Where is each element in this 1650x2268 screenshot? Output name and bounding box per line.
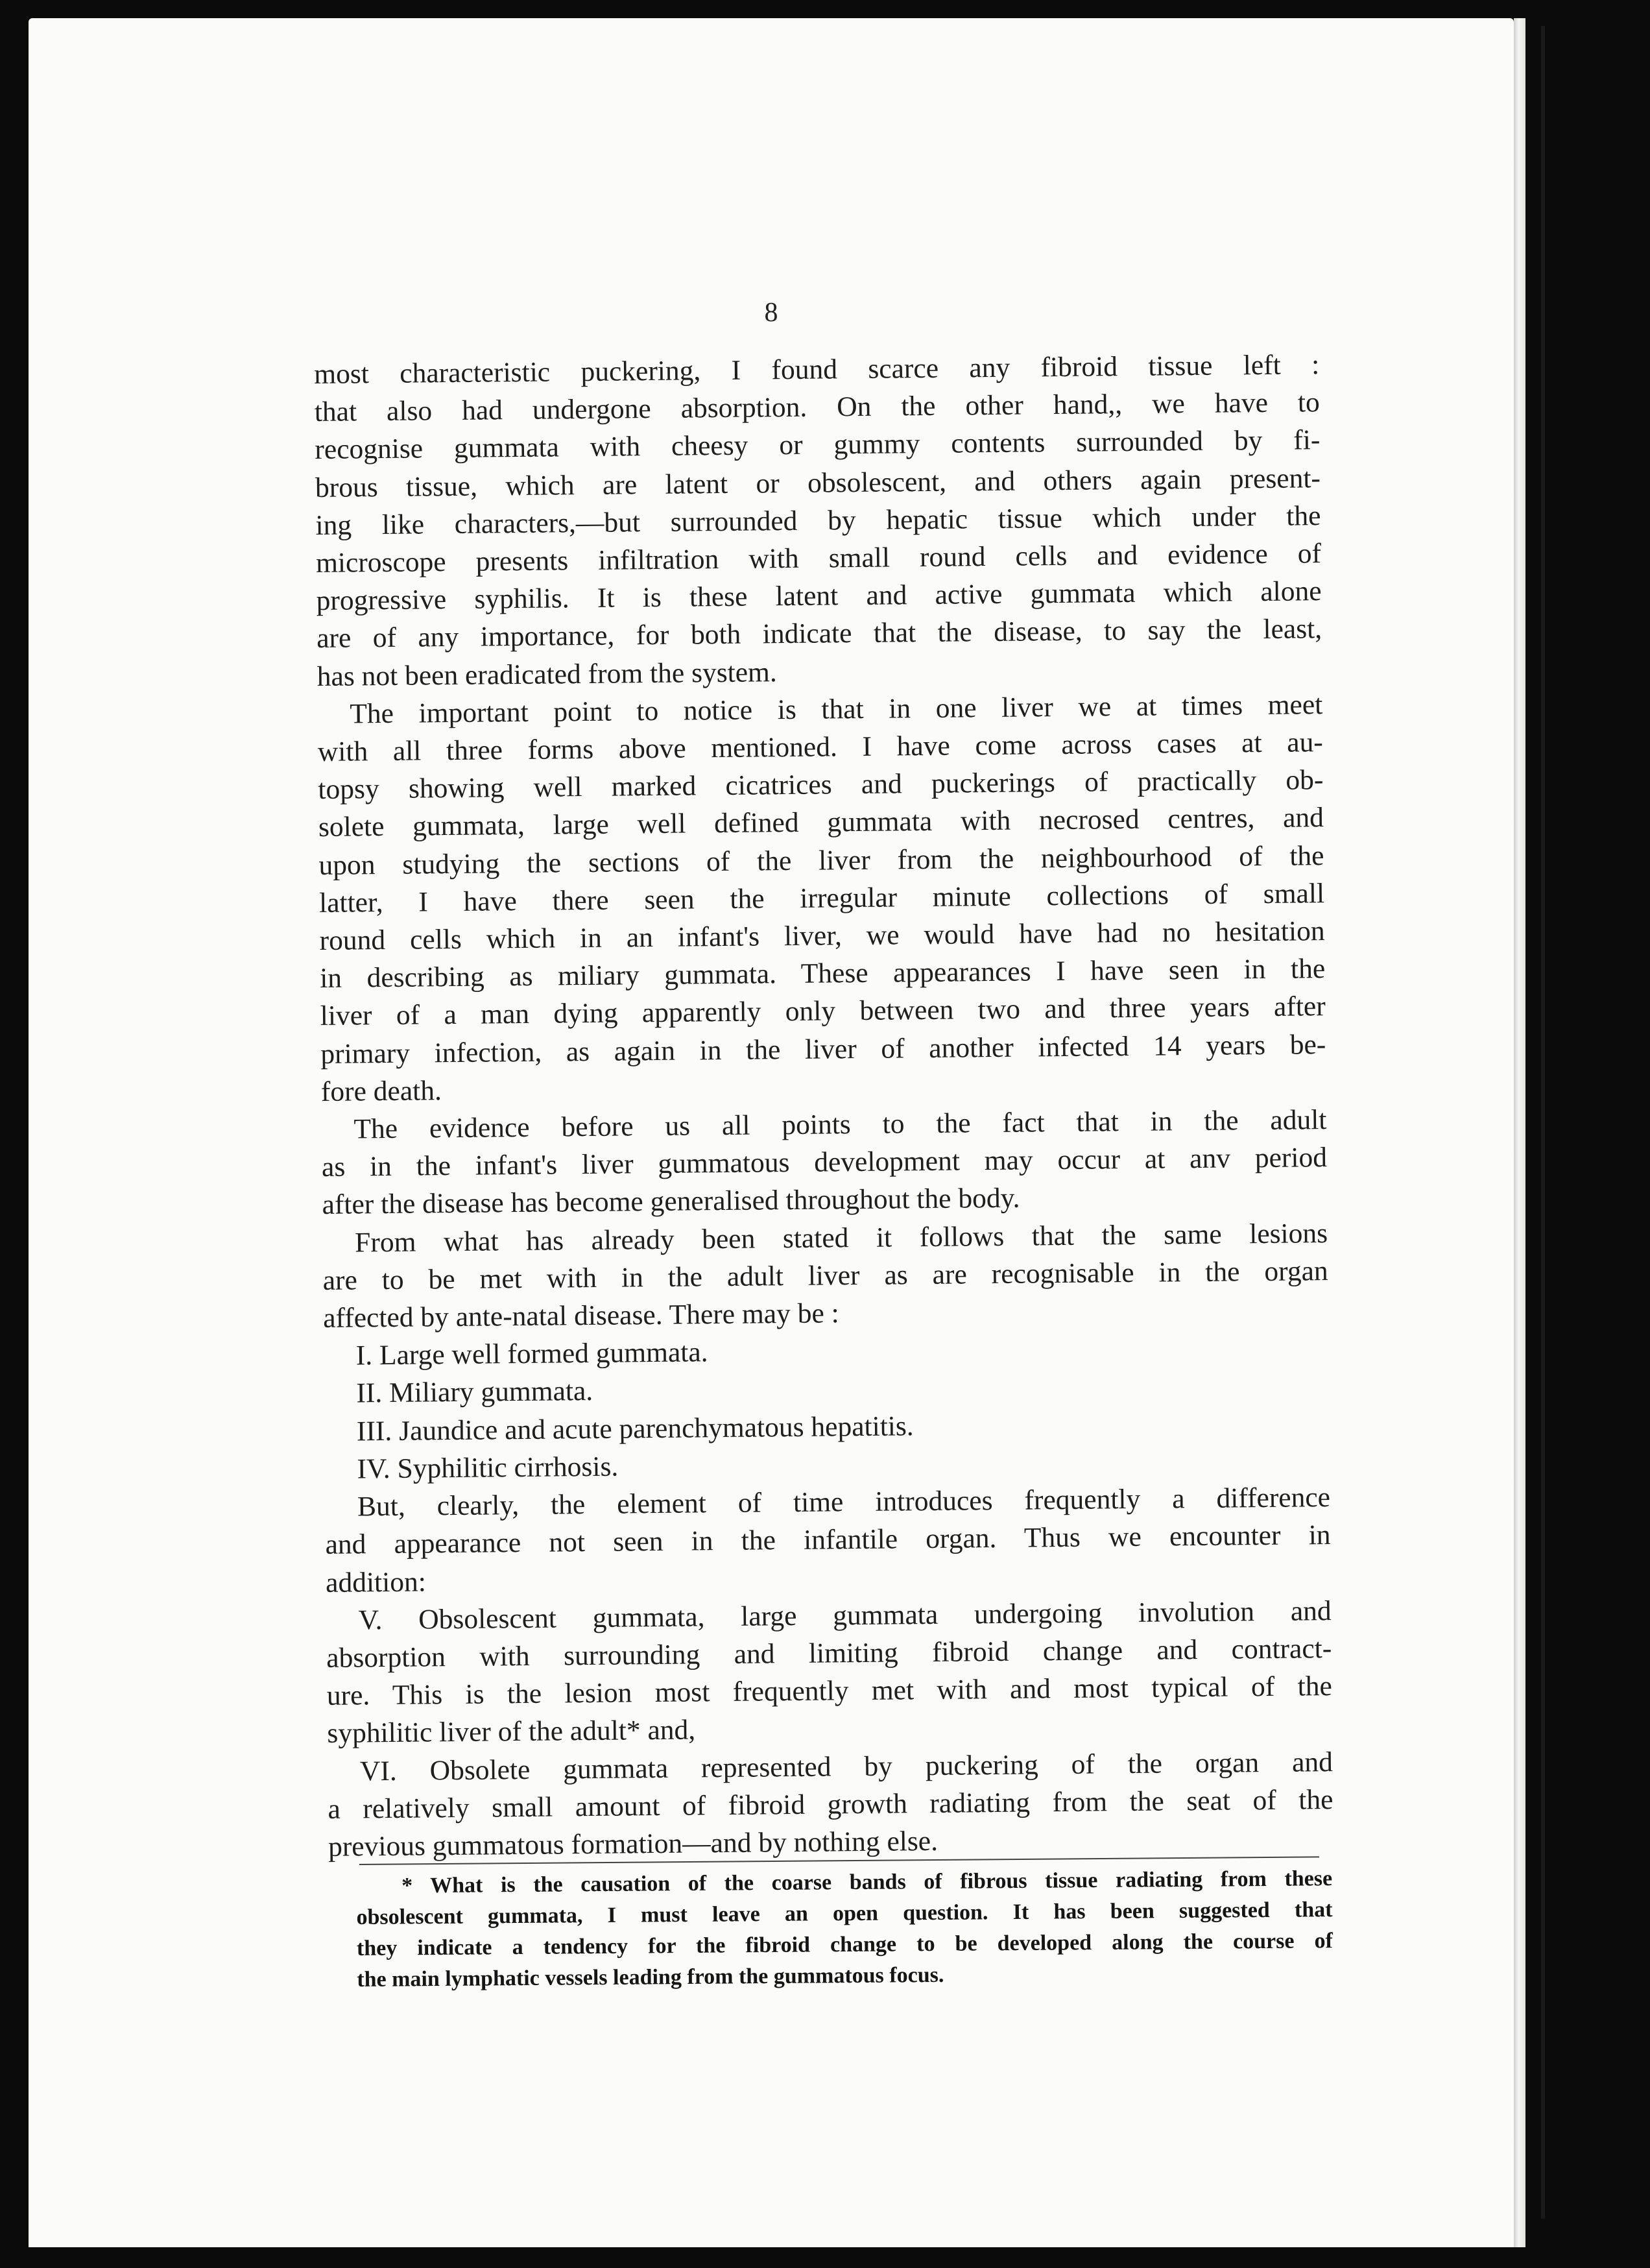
text-line: has not been eradicated from the system.: [317, 656, 777, 692]
text-line: latter, I have there seen the irregular minute collections of small: [318, 877, 1325, 919]
text-line: fore death.: [320, 1075, 442, 1107]
body-text: [314, 346, 1333, 1866]
text-line: ure. This is the lesion most frequently met with and most typical of the: [326, 1671, 1332, 1712]
text-line: ing like characters,—but surrounded by hepatic tissue which under the: [315, 500, 1321, 541]
text-line: III. Jaundice and acute parenchymatous hepatitis.: [356, 1410, 914, 1447]
footnote-line: obsolescent gummata, I must leave an open question. It has been suggested that: [356, 1898, 1333, 1929]
text-line: I. Large well formed gummata.: [355, 1336, 708, 1371]
text-line: primary infection, as again in the liver of another infected 14 years be-: [320, 1028, 1326, 1070]
text-line: But, clearly, the element of time introduces frequently a difference: [357, 1482, 1331, 1523]
footnote-line: * What is the causation of the coarse bands of fibrous tissue radiating from these: [401, 1866, 1333, 1898]
text-line: in describing as miliary gummata. These appearances I have seen in the: [319, 953, 1326, 995]
text-line: The evidence before us all points to the fact that in the adult: [353, 1104, 1327, 1145]
text-line: recognise gummata with cheesy or gummy contents surrounded by fi-: [315, 424, 1321, 466]
list-item: [328, 1743, 1334, 1866]
text-line: previous gummatous formation—and by nothing else.: [328, 1825, 939, 1863]
text-line: absorption with surrounding and limiting fibroid change and contract-: [326, 1632, 1332, 1674]
text-line: brous tissue, which are latent or obsolescent, and others again present-: [315, 462, 1321, 503]
text-line: IV. Syphilitic cirrhosis.: [357, 1451, 619, 1485]
text-line: with all three forms above mentioned. I have come across cases at au-: [317, 727, 1324, 768]
text-line: are to be met with in the adult liver as are recognisable in the organ: [322, 1255, 1328, 1296]
text-line: The important point to notice is that in one liver we at times meet: [350, 688, 1323, 730]
text-line: addition:: [325, 1565, 427, 1598]
text-line: solete gummata, large well defined gummata with necrosed centres, and: [318, 802, 1324, 843]
text-line: From what has already been stated it follows that the same lesions: [354, 1217, 1328, 1259]
text-line: topsy showing well marked cicatrices and puckerings of practically ob-: [318, 764, 1324, 806]
text-line: liver of a man dying apparently only between two and three years after: [320, 991, 1326, 1032]
footnote-line: the main lymphatic vessels leading from the gummatous focus.: [357, 1962, 944, 1992]
text-line: as in the infant's liver gummatous development may occur at anv period: [321, 1142, 1328, 1183]
binding-shadow: [1541, 26, 1545, 2219]
paragraph: [321, 1101, 1328, 1224]
text-line: most characteristic puckering, I found scarce any fibroid tissue left :: [314, 349, 1320, 390]
text-line: a relatively small amount of fibroid growth radiating from the seat of the: [328, 1783, 1333, 1825]
text-line: affected by ante-natal disease. There may be :: [323, 1297, 839, 1334]
text-line: that also had undergone absorption. On the other hand,, we have to: [314, 387, 1320, 428]
document-page: [29, 18, 1514, 2247]
page-number: 8: [764, 298, 778, 328]
paragraph: [314, 346, 1322, 695]
text-line: syphilitic liver of the adult* and,: [327, 1714, 696, 1750]
text-line: II. Miliary gummata.: [356, 1375, 593, 1409]
text-line: progressive syphilis. It is these latent and active gummata which alone: [316, 575, 1322, 617]
text-line: after the disease has become generalised throughout the body.: [322, 1183, 1020, 1221]
list-item: [326, 1592, 1332, 1753]
text-line: V. Obsolescent gummata, large gummata undergoing involution and: [358, 1595, 1332, 1636]
footnote: [356, 1863, 1333, 1996]
paragraph: [322, 1214, 1329, 1337]
text-line: round cells which in an infant's liver, we would have had no hesitation: [319, 915, 1325, 957]
text-line: and appearance not seen in the infantile organ. Thus we encounter in: [325, 1519, 1331, 1561]
text-line: are of any importance, for both indicate that the disease, to say the least,: [316, 613, 1322, 655]
text-line: microscope presents infiltration with small round cells and evidence of: [315, 538, 1322, 579]
page-edge: [1514, 18, 1525, 2247]
paragraph: [317, 686, 1326, 1111]
text-line: upon studying the sections of the liver from the neighbourhood of the: [318, 839, 1324, 881]
text-line: VI. Obsolete gummata represented by puckering of the organ and: [359, 1746, 1333, 1787]
paragraph: [325, 1478, 1332, 1601]
footnote-line: they indicate a tendency for the fibroid change to be developed along the course of: [356, 1929, 1333, 1960]
